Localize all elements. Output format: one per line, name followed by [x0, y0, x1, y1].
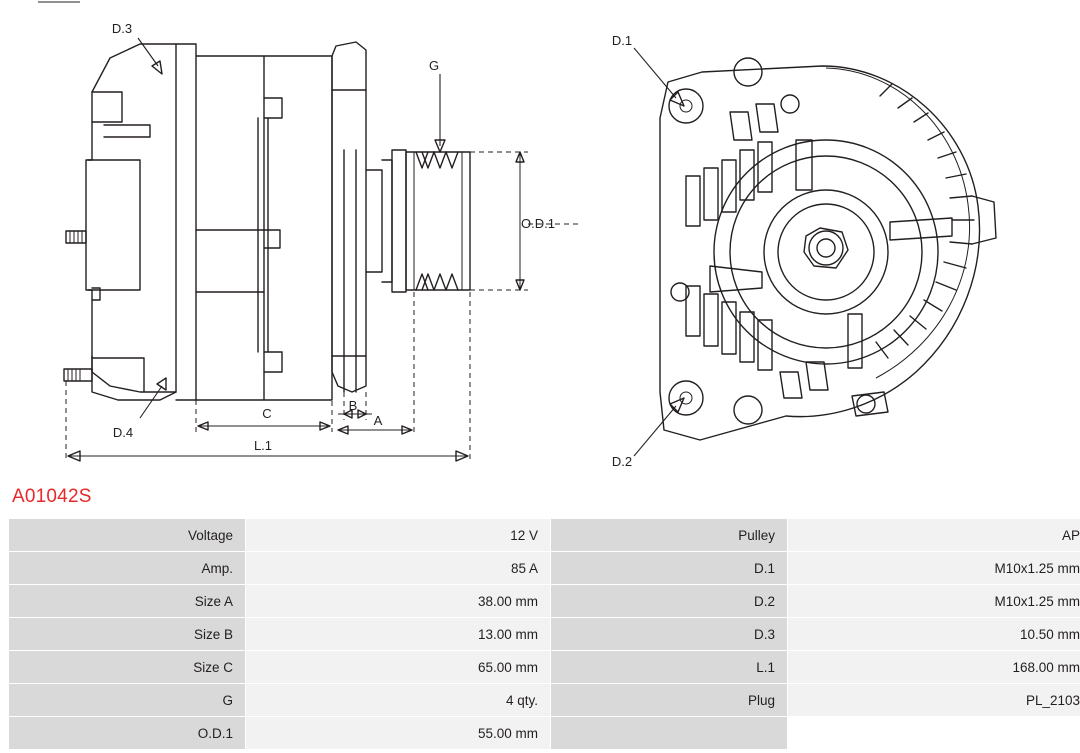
spec-label: Pulley: [551, 519, 788, 552]
spec-label: L.1: [551, 651, 788, 684]
table-row: [9, 585, 1080, 618]
table-row: [9, 717, 1080, 750]
spec-value: 12 V: [246, 519, 551, 552]
spec-label: D.1: [551, 552, 788, 585]
callout-od1: O.D.1: [521, 216, 555, 231]
callout-c: C: [262, 406, 272, 421]
spec-label: G: [9, 684, 246, 717]
spec-value: 38.00 mm: [246, 585, 551, 618]
table-row: [9, 684, 1080, 717]
callout-a: A: [373, 413, 383, 428]
table-row: [9, 618, 1080, 651]
part-number-title: A01042S: [12, 486, 92, 507]
spec-value: 168.00 mm: [788, 651, 1080, 684]
spec-label: Amp.: [9, 552, 246, 585]
table-row: [9, 519, 1080, 552]
spec-label: Voltage: [9, 519, 246, 552]
front-view-drawing: [612, 33, 996, 469]
table-row: [9, 651, 1080, 684]
specifications-table: [8, 518, 1080, 750]
spec-empty-value: [788, 717, 1080, 750]
spec-value: 85 A: [246, 552, 551, 585]
side-view-drawing: [64, 21, 582, 462]
spec-label: Size A: [9, 585, 246, 618]
table-row: [9, 552, 1080, 585]
callout-d4: D.4: [112, 425, 134, 440]
spec-value: M10x1.25 mm: [788, 585, 1080, 618]
spec-label: O.D.1: [9, 717, 246, 750]
spec-label: D.2: [551, 585, 788, 618]
spec-label: Size B: [9, 618, 246, 651]
callout-g: G: [428, 58, 440, 73]
spec-value: 4 qty.: [246, 684, 551, 717]
spec-label: Plug: [551, 684, 788, 717]
spec-empty-label: [551, 717, 788, 750]
spec-value: 55.00 mm: [246, 717, 551, 750]
callout-l1: L.1: [253, 438, 273, 453]
callout-d1: D.1: [611, 33, 633, 48]
spec-value: M10x1.25 mm: [788, 552, 1080, 585]
callout-b: B: [348, 398, 358, 413]
spec-value: 65.00 mm: [246, 651, 551, 684]
callout-d2: D.2: [611, 454, 633, 469]
callout-d3: D.3: [111, 21, 133, 36]
spec-label: Size C: [9, 651, 246, 684]
spec-value: AP: [788, 519, 1080, 552]
spec-value: 13.00 mm: [246, 618, 551, 651]
spec-label: D.3: [551, 618, 788, 651]
spec-value: 10.50 mm: [788, 618, 1080, 651]
spec-value: PL_2103: [788, 684, 1080, 717]
